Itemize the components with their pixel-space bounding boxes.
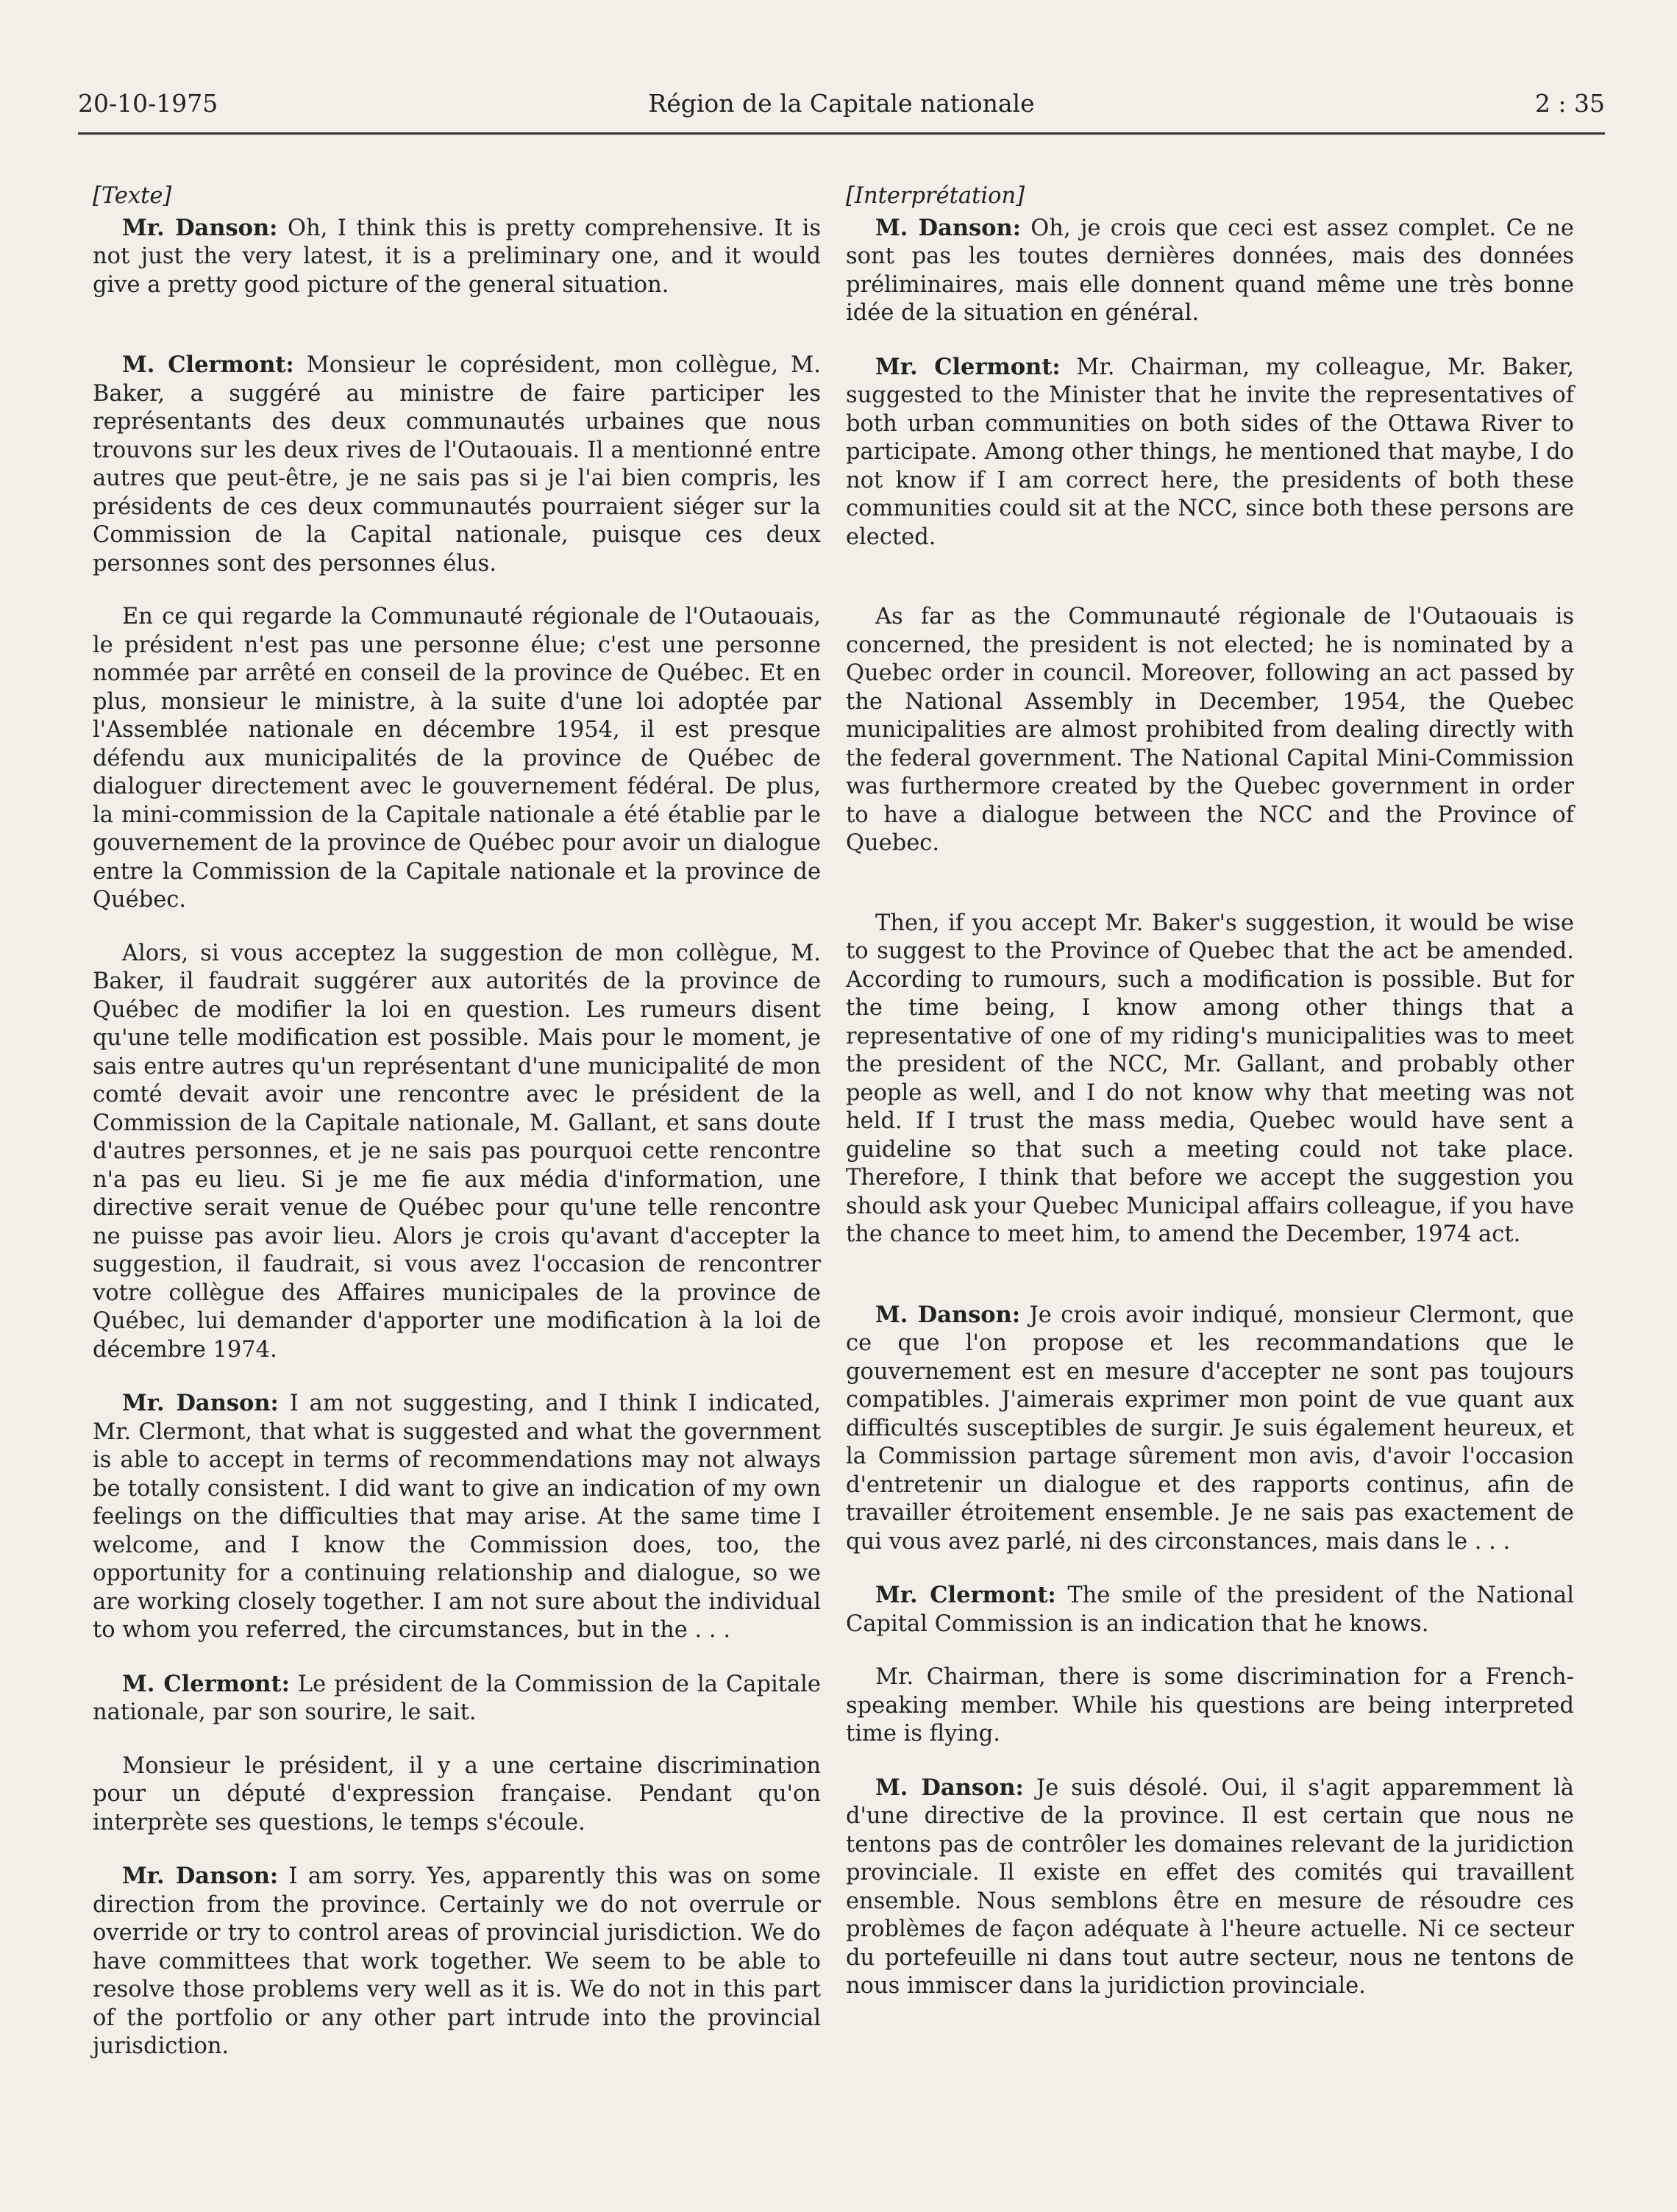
paragraph [93, 1752, 821, 1838]
speaker-name: Mr. Clermont: [875, 353, 1061, 380]
speaker-name: M. Danson: [875, 214, 1021, 241]
speaker-name: M. Clermont: [122, 1670, 290, 1697]
header-title: Région de la Capitale nationale [648, 89, 1035, 118]
speaker-name: M. Danson: [875, 1774, 1024, 1801]
header-date: 20-10-1975 [78, 89, 218, 118]
paragraph-text: Je crois avoir indiqué, monsieur Clermont, que ce que l'on propose et les recommandations que le gouvernement est en mesure d'accepter ne sont pas toujours compatibles. J'aimerais exprimer mon point de vue quant aux difficultés susceptibles de surgir. Je suis également heureux, et la Commission partage sûrement mon avis, d'avoir l'occasion d'entretenir un dialogue et des rapports continus, afin de travailler étroitement ensemble. Je ne sais pas exactement de qui vous avez parlé, ni des circonstances, mais dans le . . . [846, 1302, 1574, 1555]
paragraph-text: Monsieur le coprésident, mon collègue, M. Baker, a suggéré au ministre de faire participer les représentants des deux communautés urbaines que nous trouvons sur les deux rives de l'Outaouais. Il a mentionné entre autres que peut-être, je ne sais pas si je l'ai bien compris, les présidents de ces deux communautés pourraient siéger sur la Commission de la Capital nationale, puisque ces deux personnes sont des personnes élus. [93, 352, 821, 577]
paragraph-text: En ce qui regarde la Communauté régionale de l'Outaouais, le président n'est pas une personne élue; c'est une personne nommée par arrêté en conseil de la province de Québec. Et en plus, monsieur le ministre, à la suite d'une loi adoptée par l'Assemblée nationale en décembre 1954, il est presque défendu aux municipalités de la province de Québec de dialoguer directement avec le gouvernement fédéral. De plus, la mini-commission de la Capitale nationale a été établie par le gouvernement de la province de Québec pour avoir un dialogue entre la Commission de la Capitale nationale et la province de Québec. [93, 604, 821, 913]
speaker-name: M. Danson: [875, 1301, 1021, 1328]
paragraph [93, 214, 821, 300]
paragraph [93, 940, 821, 1365]
paragraph-text: I am sorry. Yes, apparently this was on some direction from the province. Certainly we do not overrule or override or try to control areas of provincial jurisdiction. We do have committees that work together. We seem to be able to resolve those problems very well as it is. We do not in this part of the portfolio or any other part intrude into the provincial jurisdiction. [93, 1863, 822, 2059]
speaker-name: Mr. Danson: [122, 1863, 279, 1889]
paragraph [846, 1581, 1574, 1638]
paragraph-text: Mr. Chairman, there is some discrimination for a French-speaking member. While his questions are being interpreted time is flying. [846, 1664, 1574, 1747]
left-column [93, 182, 821, 2061]
paragraph-text: As far as the Communauté régionale de l'Outaouais is concerned, the president is not elected; he is nominated by a Quebec order in council. Moreover, following an act passed by the National Assembly in December, 1954, the Quebec municipalities are almost prohibited from dealing directly with the federal government. The National Capital Mini-Commission was furthermore created by the Quebec government in order to have a dialogue between the NCC and the Province of Quebec. [846, 604, 1574, 856]
paragraph-text: Oh, I think this is pretty comprehensive. It is not just the very latest, it is a preliminary one, and it would give a pretty good picture of the general situation. [93, 215, 821, 298]
speaker-name: Mr. Danson: [122, 214, 278, 241]
paragraph-text: Mr. Chairman, my colleague, Mr. Baker, suggested to the Minister that he invite the representatives of both urban communities on both sides of the Ottawa River to participate. Among other things, he mentioned that maybe, I do not know if I am correct here, the presidents of both these communities could sit at the NCC, since both these persons are elected. [846, 354, 1574, 550]
right-column [846, 182, 1574, 2001]
paragraph [93, 1389, 821, 1645]
paragraph [846, 214, 1574, 328]
paragraph-text: Then, if you accept Mr. Baker's suggestion, it would be wise to suggest to the Province of Quebec that the act be amended. According to rumours, such a modification is possible. But for the time being, I know among other things that a representative of one of my riding's municipalities was to meet the president of the NCC, Mr. Gallant, and probably other people as well, and I do not know why that meeting was not held. If I trust the mass media, Quebec would have sent a guideline so that such a meeting could not take place. Therefore, I think that before we accept the suggestion you should ask your Quebec Municipal affairs colleague, if you have the chance to meet him, to amend the December, 1974 act. [846, 910, 1574, 1247]
paragraph [93, 1862, 821, 2061]
paragraph-text: Oh, je crois que ceci est assez complet. Ce ne sont pas les toutes dernières données, mais des données préliminaires, mais elle donnent quand même une très bonne idée de la situation en général. [846, 215, 1574, 326]
paragraph-text: Je suis désolé. Oui, il s'agit apparemment là d'une directive de la province. Il est certain que nous ne tentons pas de contrôler les domaines relevant de la juridiction provinciale. Il existe en effet des comités qui travaillent ensemble. Nous semblons être en mesure de résoudre ces problèmes de façon adéquate à l'heure actuelle. Ni ce secteur du portefeuille ni dans tout autre secteur, nous ne tentons de nous immiscer dans la juridiction provinciale. [846, 1774, 1574, 1999]
paragraph [846, 353, 1574, 552]
paragraph-text: Monsieur le président, il y a une certaine discrimination pour un député d'expression française. Pendant qu'on interprète ses questions, le temps s'écoule. [93, 1752, 821, 1835]
paragraph [846, 603, 1574, 858]
language-label: [Interprétation] [846, 183, 1025, 209]
paragraph [846, 1301, 1574, 1557]
speaker-name: M. Clermont: [122, 352, 294, 378]
speaker-name: Mr. Danson: [122, 1390, 279, 1416]
paragraph-text: I am not suggesting, and I think I indicated, Mr. Clermont, that what is suggested and what the government is able to accept in terms of recommendations may not always be totally consistent. I did want to give an indication of my own feelings on the difficulties that may arise. At the same time I welcome, and I know the Commission does, too, the opportunity for a continuing relationship and dialogue, so we are working closely together. I am not sure about the individual to whom you referred, the circumstances, but in the . . . [93, 1391, 821, 1643]
paragraph [93, 351, 821, 578]
paragraph [846, 1774, 1574, 2001]
paragraph [93, 1670, 821, 1727]
header-page-number: 2 : 35 [1534, 89, 1605, 118]
speaker-name: Mr. Clermont: [875, 1582, 1056, 1608]
language-label: [Texte] [93, 183, 172, 209]
paragraph [93, 603, 821, 915]
page-header [78, 87, 1605, 135]
paragraph-text: Le président de la Commission de la Capitale nationale, par son sourire, le sait. [93, 1671, 821, 1725]
paragraph [846, 910, 1574, 1249]
paragraph-text: The smile of the president of the National Capital Commission is an indication that he knows. [846, 1583, 1574, 1637]
paragraph [846, 1663, 1574, 1749]
paragraph-text: Alors, si vous acceptez la suggestion de mon collègue, M. Baker, il faudrait suggérer aux autorités de la province de Québec de modifier la loi en question. Les rumeurs disent qu'une telle modification est possible. Mais pour le moment, je sais entre autres qu'un représentant d'une municipalité de mon comté devait avoir une rencontre avec le président de la Commission de la Capitale nationale, M. Gallant, et sans doute d'autres personnes, et je ne sais pas pourquoi cette rencontre n'a pas eu lieu. Si je me fie aux média d'information, une directive serait venue de Québec pour qu'une telle rencontre ne puisse pas avoir lieu. Alors je crois qu'avant d'accepter la suggestion, il faudrait, si vous avez l'occasion de rencontrer votre collègue des Affaires municipales de la province de Québec, lui demander d'apporter une modification à la loi de décembre 1974. [93, 940, 821, 1363]
